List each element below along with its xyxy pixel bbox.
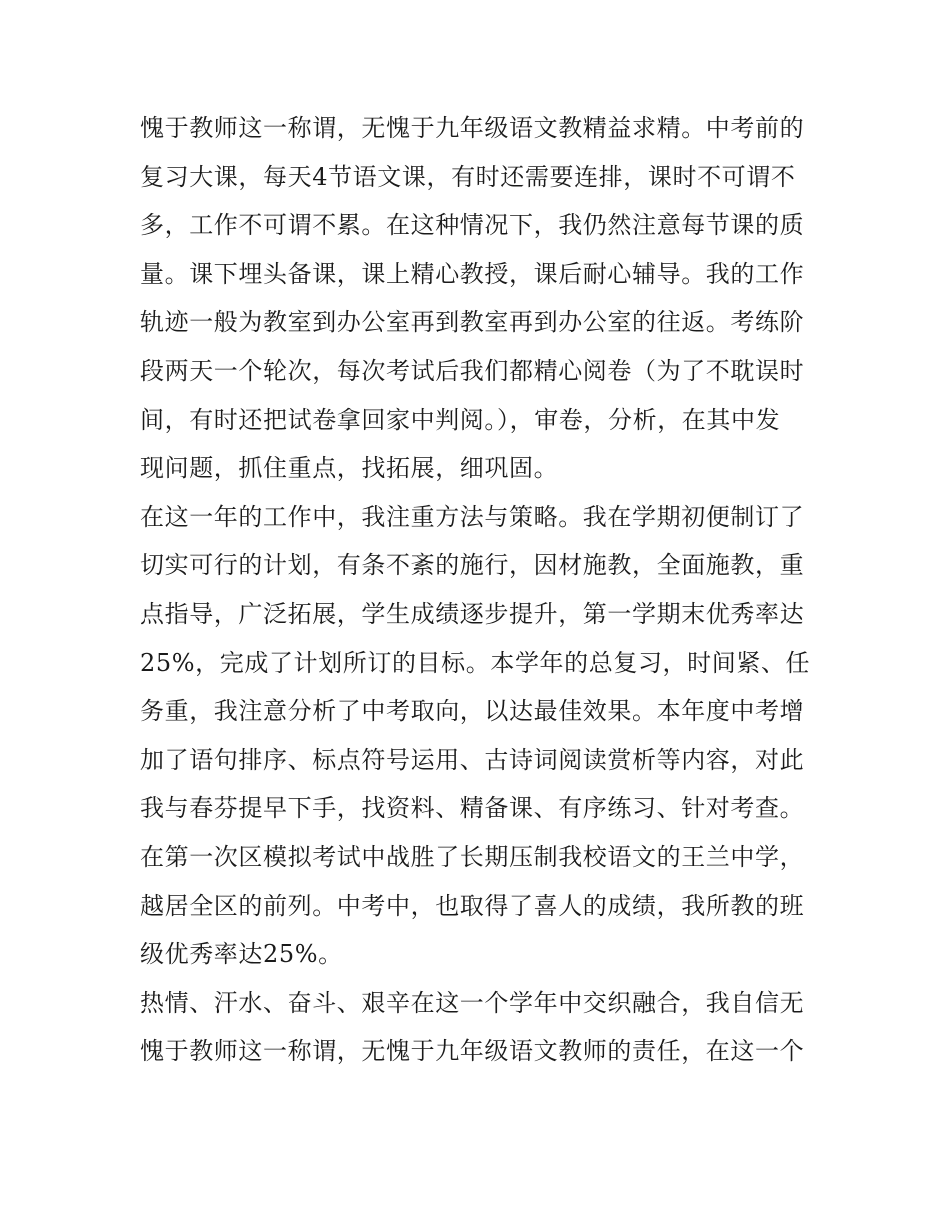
text-line: 在第一次区模拟考试中战胜了长期压制我校语文的王兰中学， (140, 842, 805, 871)
text-line: 25%，完成了计划所订的目标。本学年的总复习，时间紧、任 (140, 648, 811, 677)
body-text (140, 104, 812, 1076)
text-line: 我与春芬提早下手，找资料、精备课、有序练习、针对考查。 (140, 794, 805, 823)
text-line: 级优秀率达25%。 (140, 940, 343, 969)
text-line: 量。课下埋头备课，课上精心教授，课后耐心辅导。我的工作 (140, 259, 805, 288)
text-line: 务重，我注意分析了中考取向，以达最佳效果。本年度中考增 (140, 697, 805, 726)
text-line: 切实可行的计划，有条不紊的施行，因材施教，全面施教，重 (140, 551, 805, 580)
text-line: 热情、汗水、奋斗、艰辛在这一个学年中交织融合，我自信无 (140, 988, 805, 1017)
text-line: 间，有时还把试卷拿回家中判阅。），审卷，分析，在其中发 (140, 405, 781, 434)
text-line: 段两天一个轮次，每次考试后我们都精心阅卷（为了不耽误时 (140, 356, 805, 385)
text-line: 多，工作不可谓不累。在这种情况下，我仍然注意每节课的质 (140, 211, 805, 240)
text-line: 复习大课，每天4节语文课，有时还需要连排，课时不可谓不 (140, 162, 796, 191)
text-line: 在这一年的工作中，我注重方法与策略。我在学期初便制订了 (140, 502, 805, 531)
text-line: 愧于教师这一称谓，无愧于九年级语文教精益求精。中考前的 (140, 114, 805, 142)
text-line: 加了语句排序、标点符号运用、古诗词阅读赏析等内容，对此 (140, 745, 805, 774)
text-line: 越居全区的前列。中考中，也取得了喜人的成绩，我所教的班 (140, 891, 805, 920)
text-line: 愧于教师这一称谓，无愧于九年级语文教师的责任，在这一个 (140, 1037, 805, 1066)
text-line: 现问题，抓住重点，找拓展，细巩固。 (140, 454, 559, 483)
text-line: 轨迹一般为教室到办公室再到教室再到办公室的往返。考练阶 (140, 308, 805, 337)
text-line: 点指导，广泛拓展，学生成绩逐步提升，第一学期末优秀率达 (140, 599, 805, 628)
